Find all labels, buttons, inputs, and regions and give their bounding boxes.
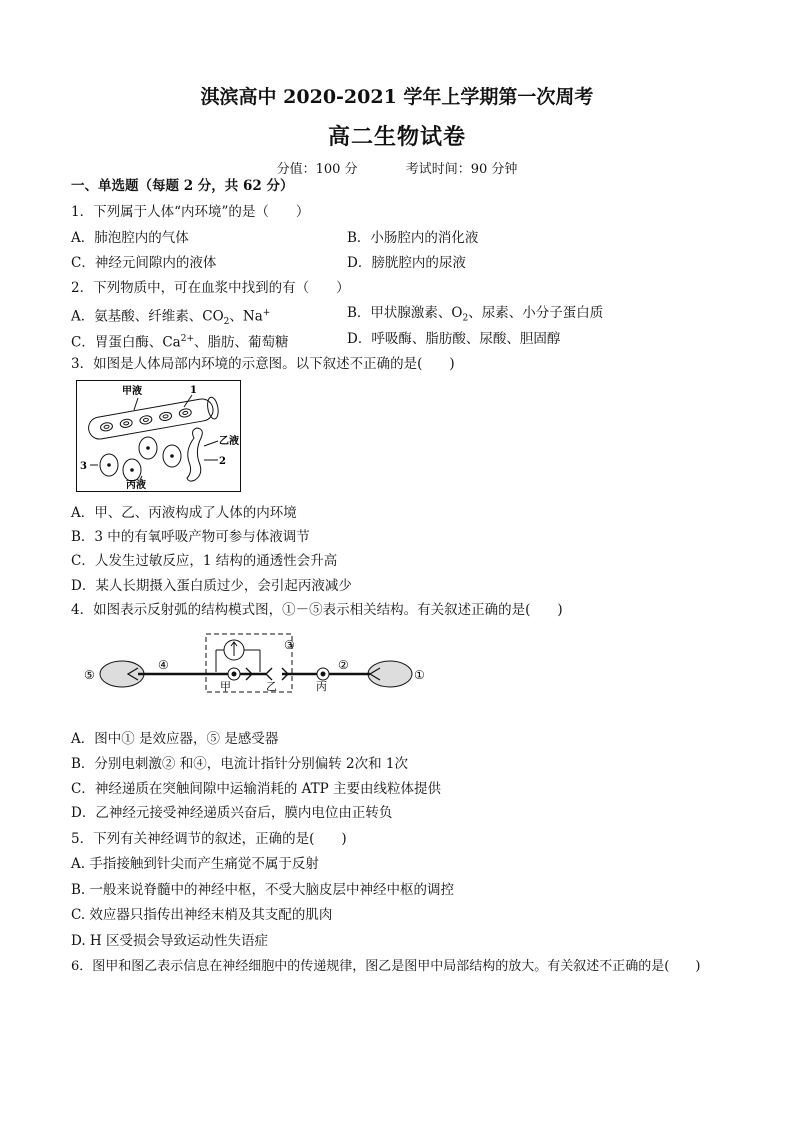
- label-n4: ④: [158, 658, 169, 672]
- label-jia: 甲液: [122, 386, 142, 397]
- label-n5: ⑤: [84, 668, 95, 682]
- q4-stem: 4．如图表示反射弧的结构模式图，①－⑤表示相关结构。有关叙述正确的是( ): [71, 602, 563, 618]
- q5-option-d: D. H 区受损会导致运动性失语症: [71, 933, 268, 949]
- label-n3: ③: [284, 638, 295, 652]
- q1-stem: 1．下列属于人体“内环境”的是（ ）: [71, 204, 310, 220]
- q2-option-b: B．甲状腺激素、$O_2$、尿素、小分子蛋白质: [347, 305, 604, 324]
- label-n2: ②: [338, 658, 349, 672]
- tissue-fluid-diagram: [76, 380, 241, 492]
- time-info: 考试时间：90 分钟: [405, 162, 518, 177]
- q5-stem: 5．下列有关神经调节的叙述，正确的是( ): [71, 831, 347, 847]
- q4-option-b: B．分别电刺激② 和④，电流计指针分别偏转 2次和 1次: [71, 756, 408, 772]
- exam-subtitle: 高二生物试卷: [327, 124, 466, 150]
- label-jia2: 甲: [220, 680, 231, 693]
- q5-option-c: C. 效应器只指传出神经末梢及其支配的肌肉: [71, 907, 333, 923]
- label-bing: 丙液: [126, 480, 146, 491]
- reflex-arc-diagram: [76, 628, 436, 710]
- q4-option-c: C．神经递质在突触间隙中运输消耗的 ATP 主要由线粒体提供: [71, 781, 442, 797]
- label-yi2: 乙: [266, 680, 277, 693]
- q3-option-c: C．人发生过敏反应，1 结构的通透性会升高: [71, 553, 338, 569]
- label-bing2: 丙: [316, 680, 327, 693]
- label-yi: 乙液: [219, 436, 239, 447]
- q5-option-a: A. 手指接触到针尖而产生痛觉不属于反射: [71, 856, 319, 872]
- q1-option-a: A．肺泡腔内的气体: [71, 230, 189, 246]
- q3-option-d: D．某人长期摄入蛋白质过少，会引起丙液减少: [71, 578, 352, 594]
- exam-title: 淇滨高中 2020-2021 学年上学期第一次周考: [200, 86, 594, 108]
- q2-option-a: A．氨基酸、纤维素、$CO_2$、Na+: [71, 308, 271, 328]
- label-3: 3: [80, 461, 87, 472]
- label-1: 1: [190, 385, 197, 396]
- q3-stem: 3．如图是人体局部内环境的示意图。以下叙述不正确的是( ): [71, 356, 455, 372]
- q1-option-c: C．神经元间隙内的液体: [71, 255, 217, 271]
- q4-option-d: D．乙神经元接受神经递质兴奋后，膜内电位由正转负: [71, 805, 393, 821]
- q3-option-a: A．甲、乙、丙液构成了人体的内环境: [71, 505, 297, 521]
- score-info: 分值：100 分: [276, 162, 358, 177]
- q1-option-d: D．膀胱腔内的尿液: [347, 255, 466, 271]
- q6-stem: 6．图甲和图乙表示信息在神经细胞中的传递规律，图乙是图甲中局部结构的放大。有关叙述不正确的是( ): [71, 959, 701, 974]
- q4-option-a: A．图中① 是效应器，⑤ 是感受器: [71, 731, 279, 747]
- q2-stem: 2．下列物质中，可在血浆中找到的有（ ）: [71, 280, 350, 296]
- q2-option-c: C．胃蛋白酶、$Ca^{2+}$、脂肪、葡萄糖: [71, 334, 289, 351]
- label-n1: ①: [414, 668, 425, 682]
- q3-option-b: B．3 中的有氧呼吸产物可参与体液调节: [71, 529, 310, 545]
- label-2: 2: [219, 456, 226, 467]
- section-heading: 一、单选题（每题 2 分，共 62 分）: [71, 178, 294, 194]
- q1-option-b: B．小肠腔内的消化液: [347, 230, 479, 246]
- q5-option-b: B. 一般来说脊髓中的神经中枢，不受大脑皮层中神经中枢的调控: [71, 882, 455, 898]
- exam-meta: [0, 158, 794, 177]
- q2-option-d: D．呼吸酶、脂肪酸、尿酸、胆固醇: [347, 331, 561, 347]
